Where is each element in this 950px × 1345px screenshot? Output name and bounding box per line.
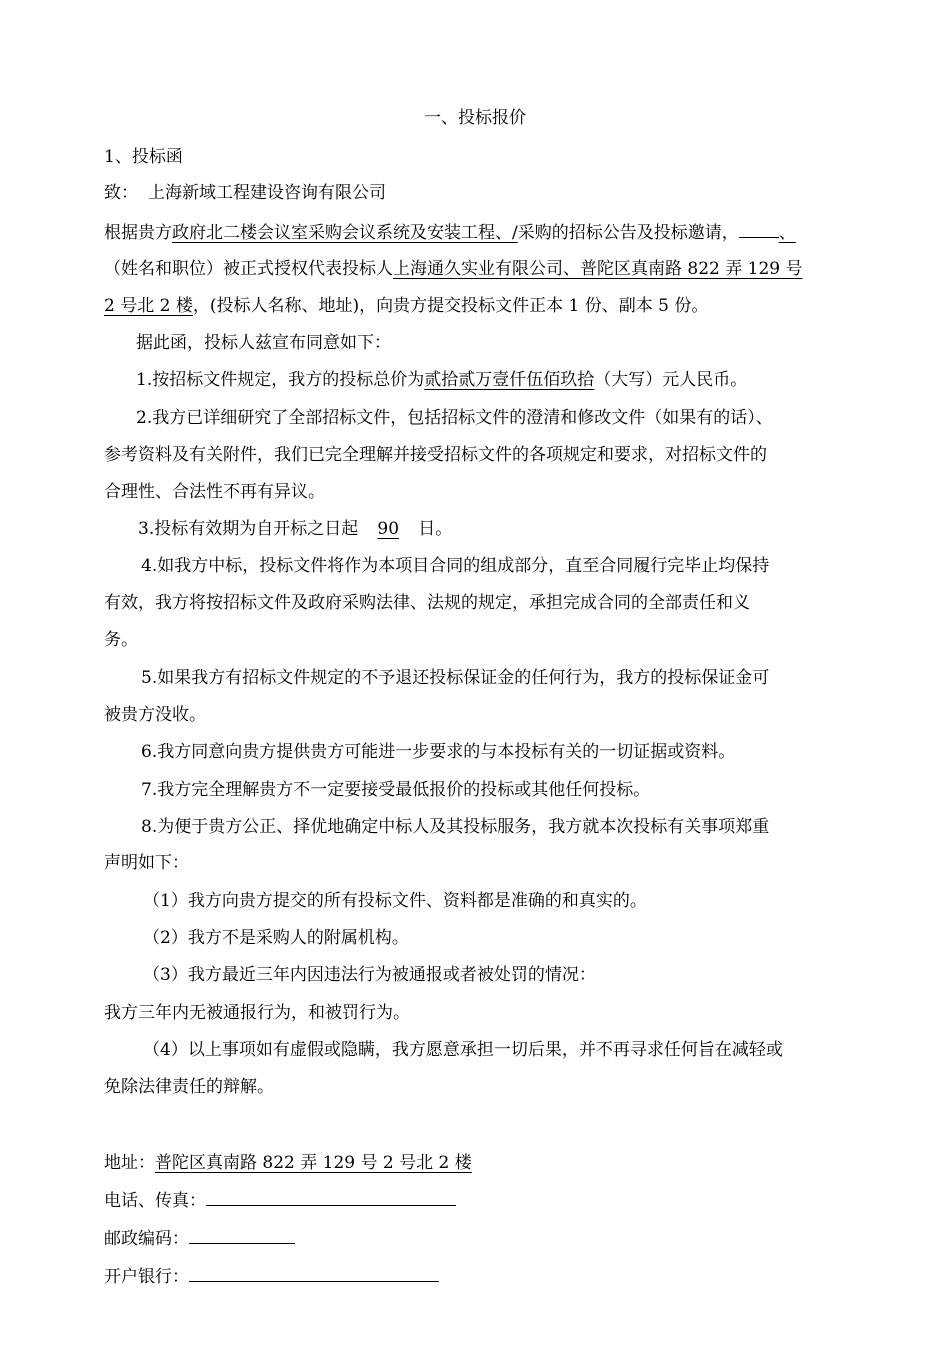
item2-line2: 参考资料及有关附件，我们已完全理解并接受招标文件的各项规定和要求，对招标文件的: [104, 445, 767, 465]
phone-label: 电话、传真：: [104, 1191, 206, 1211]
item7-line: 7.我方完全理解贵方不一定要接受最低报价的投标或其他任何投标。: [141, 780, 651, 800]
item3-text-b: 日。: [418, 519, 453, 539]
item3-text-a: 3.投标有效期为自开标之日起: [138, 519, 359, 539]
bank-label: 开户银行：: [104, 1267, 189, 1287]
section-heading: 1、投标函: [104, 147, 183, 167]
p1-text-a: 根据贵方: [104, 223, 172, 243]
project-name: 政府北二楼会议室采购会议系统及安装工程、/: [172, 223, 518, 243]
postcode-blank: [189, 1226, 295, 1244]
sub3-answer: 我方三年内无被通报行为，和被罚行为。: [104, 1003, 410, 1023]
p1-line2: [104, 258, 803, 280]
sub4-line2: 免除法律责任的辩解。: [104, 1077, 274, 1097]
p1-text-b: 采购的招标公告及投标邀请，: [517, 223, 739, 243]
sub2-line: （2）我方不是采购人的附属机构。: [143, 928, 409, 948]
p1-line3: [104, 295, 708, 317]
p1-text-d: （姓名和职位）被正式授权代表投标人: [104, 259, 393, 279]
sub3-line: （3）我方最近三年内因违法行为被通报或者被处罚的情况：: [143, 965, 596, 985]
bidder-name-address: 上海通久实业有限公司、普陀区真南路 822 弄 129 号: [393, 259, 803, 279]
phone-blank: [206, 1188, 456, 1206]
bank-line: [104, 1264, 439, 1288]
item1-text-b: （大写）元人民币。: [594, 370, 748, 390]
item8-line2: 声明如下：: [104, 853, 189, 873]
item1-line: [136, 369, 747, 391]
phone-line: [104, 1188, 456, 1212]
declare-line: 据此函，投标人兹宣布同意如下：: [136, 333, 391, 353]
bidder-address-cont: 2 号北 2 楼: [104, 296, 193, 316]
to-label: 致：: [104, 183, 138, 203]
address-value: 普陀区真南路 822 弄 129 号 2 号北 2 楼: [155, 1153, 472, 1173]
item4-line2: 有效，我方将按招标文件及政府采购法律、法规的规定，承担完成合同的全部责任和义: [104, 593, 750, 613]
item3-line: [138, 518, 452, 540]
item2-line1: 2.我方已详细研究了全部招标文件，包括招标文件的澄清和修改文件（如果有的话）、: [136, 408, 773, 428]
postcode-line: [104, 1226, 295, 1250]
address-label: 地址：: [104, 1153, 155, 1173]
item1-text-a: 1.按招标文件规定，我方的投标总价为: [136, 370, 425, 390]
item8-line1: 8.为便于贵方公正、择优地确定中标人及其投标服务，我方就本次投标有关事项郑重: [141, 817, 770, 837]
doc-title: 一、投标报价: [424, 108, 526, 128]
validity-days: 90: [377, 519, 400, 539]
p1-text-c: 、: [778, 223, 796, 243]
addressee-line: [104, 182, 386, 204]
item5-line1: 5.如果我方有招标文件规定的不予退还投标保证金的任何行为，我方的投标保证金可: [141, 668, 770, 688]
sub4-line1: （4）以上事项如有虚假或隐瞒，我方愿意承担一切后果，并不再寻求任何旨在减轻或: [143, 1040, 783, 1060]
item4-line3: 务。: [104, 630, 138, 650]
p1-line1: [104, 220, 799, 244]
to-name: 上海新域工程建设咨询有限公司: [148, 183, 386, 203]
postcode-label: 邮政编码：: [104, 1229, 189, 1249]
item2-line3: 合理性、合法性不再有异议。: [104, 482, 325, 502]
p1-text-e: ，(投标人名称、地址)，向贵方提交投标文件正本 1 份、副本 5 份。: [192, 296, 709, 316]
item4-line1: 4.如我方中标，投标文件将作为本项目合同的组成部分，直至合同履行完毕止均保持: [141, 556, 770, 576]
bank-blank: [189, 1264, 439, 1282]
sub1-line: （1）我方向贵方提交的所有投标文件、资料都是准确的和真实的。: [143, 891, 647, 911]
item5-line2: 被贵方没收。: [104, 705, 206, 725]
address-line: [104, 1152, 480, 1174]
bid-amount: 贰拾贰万壹仟伍佰玖拾: [424, 370, 595, 390]
item6-line: 6.我方同意向贵方提供贵方可能进一步要求的与本投标有关的一切证据或资料。: [141, 742, 736, 762]
blank-name: [739, 220, 779, 238]
